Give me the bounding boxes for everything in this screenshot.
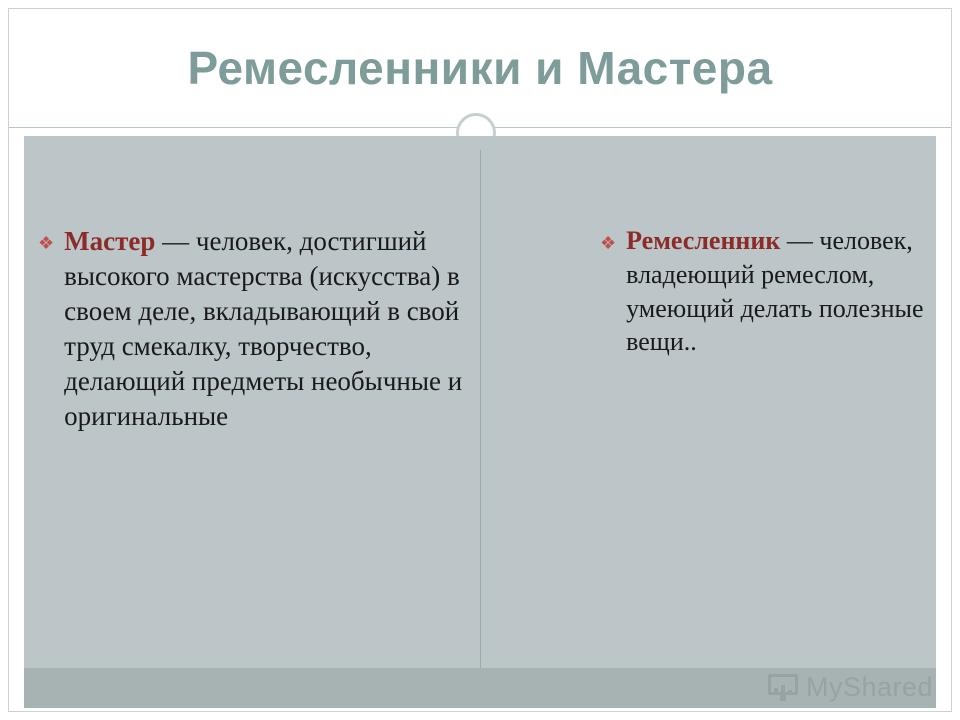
definition-term: Мастер — [64, 226, 156, 256]
definition-term: Ремесленник — [626, 226, 781, 255]
watermark — [768, 672, 933, 703]
definition-body: — человек, достигший высокого мастерства (искусства) в своем деле, вкладывающий в свой труд смекалку, творчество, делающий предметы необычные и оригинальные — [64, 226, 463, 432]
presentation-screen-icon — [768, 674, 798, 702]
diamond-bullet-icon: ❖ — [38, 233, 55, 253]
content-column-right — [600, 224, 930, 359]
title-area — [9, 9, 951, 127]
definition-body: — человек, владеющий ремеслом, умеющий делать полезные вещи.. — [626, 226, 924, 357]
definition-text — [64, 224, 468, 435]
content-column-left — [38, 224, 468, 435]
list-item — [38, 224, 468, 435]
definition-text — [626, 224, 930, 359]
watermark-label: MyShared — [806, 672, 934, 702]
page-title: Ремесленники и Мастера — [187, 41, 773, 94]
list-item — [600, 224, 930, 359]
column-divider — [480, 150, 481, 670]
diamond-bullet-icon: ❖ — [600, 233, 617, 253]
